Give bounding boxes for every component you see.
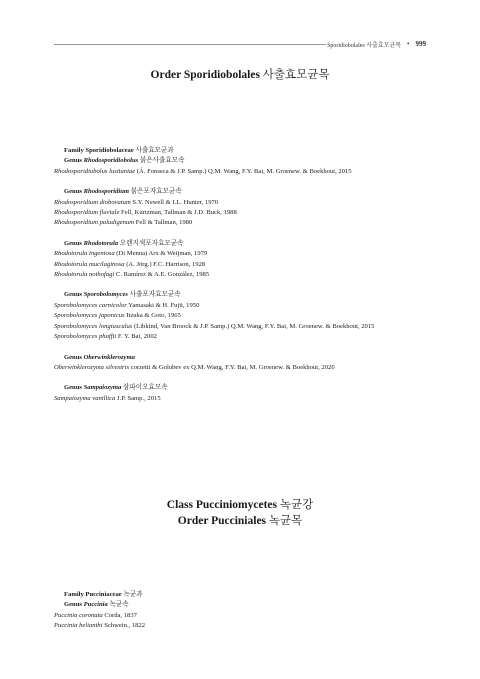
species-entry: [54, 218, 374, 228]
taxon-list-sporidiobolales: [54, 146, 374, 404]
species-name: Rhodotorula ingeniosa: [54, 250, 115, 258]
genus-heading: [54, 383, 374, 393]
genus-heading: [54, 187, 374, 197]
genus-prefix: Genus: [64, 157, 82, 165]
genus-korean-name: 녹균속: [109, 601, 129, 609]
species-entry: [54, 621, 145, 631]
species-entry: [54, 332, 374, 342]
family-name: Family Pucciniaceae: [64, 591, 122, 598]
species-name: Sporobolomyces carnicolor: [54, 301, 127, 309]
genus-heading: [54, 290, 374, 300]
species-entry: [54, 167, 374, 177]
species-authority: (Libkind, Van Broock & J.P. Samp.) Q.M. Wang, F.Y. Bai, M. Groenew. & Boekhout, 2015: [133, 322, 375, 330]
page-number: 999: [415, 40, 426, 48]
species-name: Sampaiozyma vanillica: [54, 394, 116, 402]
species-name: Rhodotorula nothofagi: [54, 271, 115, 279]
family-korean-name: 사출효모균과: [135, 147, 174, 154]
genus-korean-name: 붉은포자효모균속: [130, 188, 182, 196]
species-authority: (A. Jörg.) F.C. Harrison, 1928: [126, 260, 206, 268]
genus-prefix: Genus: [64, 188, 82, 196]
species-authority: Corda, 1837: [104, 611, 137, 619]
species-entry: [54, 208, 374, 218]
species-entry: [54, 363, 374, 373]
genus-korean-name: 삼파이오효모속: [123, 384, 168, 392]
family-heading: [54, 146, 374, 156]
species-entry: [54, 249, 374, 259]
species-authority: Fell & Tallman, 1980: [135, 219, 193, 227]
species-authority: C. Ramírez & A.E. González, 1985: [115, 271, 210, 279]
species-authority: Yamasaki & H. Fujii, 1950: [128, 301, 200, 309]
species-entry: [54, 198, 374, 208]
species-entry: [54, 394, 374, 404]
taxon-list-pucciniales: [54, 590, 145, 632]
species-authority: Fell, Kurtzman, Tallman & J.D. Buck, 1988: [121, 209, 237, 217]
family-name: Family Sporidiobolaceae: [64, 147, 134, 154]
species-name: Puccinia helianthi: [54, 622, 103, 630]
species-name: Oberwinklerozyma silvestris: [54, 363, 130, 371]
species-name: Rhodotorula mucilaginosa: [54, 260, 125, 268]
genus-name: Sporobolomyces: [83, 291, 128, 299]
species-authority: S.Y. Newell & I.L. Hunter, 1970: [132, 198, 219, 206]
family-korean-name: 녹균과: [123, 591, 143, 598]
order-korean-name: 사출효모균목: [262, 69, 330, 81]
genus-name: Rhodosporidium: [83, 188, 130, 196]
genus-name: Rhodosporidiobolus: [83, 157, 139, 165]
genus-name: Rhodotorula: [83, 239, 119, 247]
species-name: Sporobolomyces japonicus: [54, 312, 125, 320]
class-name: Class Pucciniomycetes: [166, 499, 277, 511]
genus-name: Puccinia: [83, 601, 108, 609]
species-name: Rhodosporidium diobovatum: [54, 198, 131, 206]
running-header: [54, 38, 426, 50]
species-entry: [54, 611, 145, 621]
species-name: Sporobolomyces longiusculus: [54, 322, 133, 330]
genus-heading: [54, 353, 374, 363]
genus-prefix: Genus: [64, 353, 82, 361]
family-heading: [54, 590, 145, 600]
genus-name: Sampaiozyma: [83, 384, 122, 392]
genus-prefix: Genus: [64, 384, 82, 392]
species-entry: [54, 311, 374, 321]
class-heading: [0, 497, 480, 529]
order-name: Order Sporidiobolales: [150, 69, 260, 81]
header-rule: [54, 44, 326, 45]
genus-korean-name: 오렌지색포자효모균속: [119, 239, 184, 247]
species-entry: [54, 260, 374, 270]
species-entry: [54, 270, 374, 280]
genus-prefix: Genus: [64, 291, 82, 299]
species-authority: J.P. Samp., 2015: [117, 394, 161, 402]
order-korean-name: 녹균목: [268, 515, 303, 527]
genus-korean-name: 사출포자효모균속: [129, 291, 181, 299]
species-name: Rhodosporidium fluviale: [54, 209, 120, 217]
genus-name: Oberwinklerozyma: [83, 353, 135, 361]
genus-prefix: Genus: [64, 239, 82, 247]
species-authority: corzetti & Golubev ex Q.M. Wang, F.Y. Bai, M. Groenew. & Boekhout, 2020: [130, 363, 335, 371]
running-title: Sporidiobolales 사출효모균목: [327, 42, 402, 49]
class-korean-name: 녹균강: [279, 499, 314, 511]
species-name: Rhodosporidium paludigenum: [54, 219, 135, 227]
order-line: [0, 513, 480, 529]
species-name: Rhodosporidiobolus lusitaniae: [54, 167, 136, 175]
species-authority: Schwein., 1822: [104, 622, 146, 630]
genus-heading: [54, 239, 374, 249]
genus-korean-name: 붉은사출효모속: [139, 157, 185, 165]
order-heading: [0, 66, 480, 82]
class-line: [0, 497, 480, 513]
species-name: Sporobolomyces phaffii: [54, 333, 117, 341]
header-bullet: •: [407, 40, 410, 48]
order-name: Order Pucciniales: [177, 515, 267, 527]
genus-heading: [54, 156, 374, 166]
species-authority: (Di Menna) Arx & Weijman, 1979: [116, 250, 208, 258]
species-authority: (Á. Fonseca & J.P. Samp.) Q.M. Wang, F.Y. Bai, M. Groenew. & Boekhout, 2015: [136, 167, 352, 175]
species-name: Puccinia coronata: [54, 611, 103, 619]
species-authority: Iizuka & Goto, 1965: [126, 312, 181, 320]
species-entry: [54, 301, 374, 311]
species-entry: [54, 322, 374, 332]
species-authority: F. Y. Bai, 2002: [117, 333, 157, 341]
genus-heading: [54, 600, 145, 610]
genus-prefix: Genus: [64, 601, 82, 609]
